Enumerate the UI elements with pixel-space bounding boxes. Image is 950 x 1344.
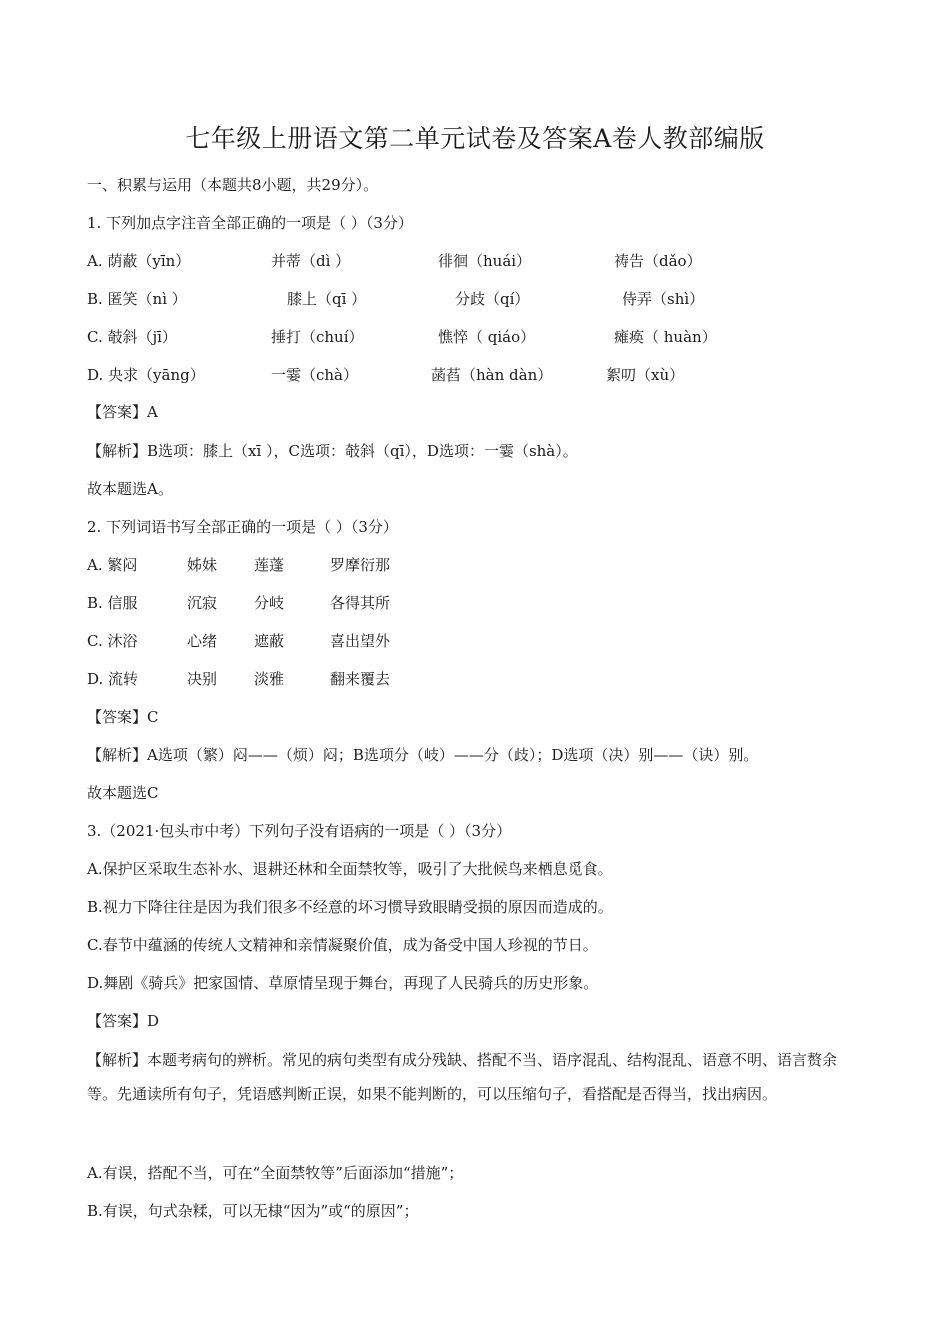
q1-option: 絮叨（xù）: [606, 366, 685, 384]
q2-stem: 2. 下列词语书写全部正确的一项是（ ）（3分）: [87, 518, 398, 536]
q3-answer: 【答案】D: [87, 1012, 160, 1030]
q3-option: B.视力下降往往是因为我们很多不经意的坏习惯导致眼睛受损的原因而造成的。: [87, 898, 613, 916]
q2-analysis: 【解析】A选项（繁）闷——（烦）闷；B选项分（岐）——分（歧）；D选项（决）别——（诀）别。: [87, 746, 759, 764]
section-heading: 一、积累与运用（本题共8小题，共29分）。: [87, 176, 379, 194]
q1-option: 一霎（chà）: [271, 366, 359, 384]
q2-option: 各得其所: [330, 594, 391, 612]
q3-option: C.春节中蕴涵的传统人文精神和亲情凝聚价值，成为备受中国人珍视的节日。: [87, 936, 598, 954]
q2-option: 莲蓬: [254, 556, 285, 574]
q1-option: 分歧（qí）: [455, 290, 530, 308]
q1-option: 膝上（qī ）: [287, 290, 367, 308]
q3-option: A.保护区采取生态补水、退耕还林和全面禁牧等，吸引了大批候鸟来栖息觅食。: [87, 860, 613, 878]
q2-option: 喜出望外: [330, 632, 391, 650]
q1-stem: 1. 下列加点字注音全部正确的一项是（ ）（3分）: [87, 214, 413, 232]
q2-option: 心绪: [187, 632, 218, 650]
q2-answer: 【答案】C: [87, 708, 159, 726]
q2-option: 遮蔽: [254, 632, 285, 650]
q1-conclusion: 故本题选A。: [87, 480, 173, 498]
q2-option: B. 信服: [87, 594, 138, 612]
q3-option: D.舞剧《骑兵》把家国情、草原情呈现于舞台，再现了人民骑兵的历史形象。: [87, 974, 599, 992]
q3-analysis: 【解析】本题考病句的辨析。常见的病句类型有成分残缺、搭配不当、语序混乱、结构混乱、语意不明、语言赘余等。先通读所有句子，凭语感判断正误，如果不能判断的，可以压缩句子，看搭配是否得当，找出病因。: [87, 1051, 838, 1103]
q2-option: 淡雅: [254, 670, 285, 688]
q3-note: A.有误，搭配不当，可在“全面禁牧等”后面添加“措施”；: [87, 1164, 464, 1182]
page-title: 七年级上册语文第二单元试卷及答案A卷人教部编版: [185, 124, 765, 153]
q1-analysis: 【解析】B选项：膝上（xī ），C选项：攲斜（qī），D选项：一霎（shà）。: [87, 442, 578, 460]
q2-option: 姊妹: [187, 556, 218, 574]
q2-conclusion: 故本题选C: [87, 784, 159, 802]
q1-option: B. 匿笑（nì ）: [87, 290, 187, 308]
q2-option: A. 繁闷: [87, 556, 138, 574]
q2-option: 罗摩衍那: [330, 556, 391, 574]
q1-option: 并蒂（dì ）: [271, 252, 351, 270]
q1-option: D. 央求（yāng）: [87, 366, 205, 384]
q1-option: 捶打（chuí）: [271, 328, 364, 346]
q2-option: 决别: [187, 670, 218, 688]
q1-answer: 【答案】A: [87, 403, 158, 421]
q1-option: 憔悴（ qiáo）: [438, 328, 536, 346]
q1-option: A. 荫蔽（yīn）: [87, 252, 191, 270]
q2-option: 沉寂: [187, 594, 218, 612]
q2-option: C. 沐浴: [87, 632, 138, 650]
q2-option: 分岐: [254, 594, 285, 612]
q1-option: C. 攲斜（jī）: [87, 328, 177, 346]
q3-stem: 3.（2021·包头市中考）下列句子没有语病的一项是（ ）（3分）: [87, 822, 512, 840]
q1-option: 菡萏（hàn dàn）: [431, 366, 553, 384]
q1-option: 祷告（dǎo）: [614, 252, 702, 270]
q1-option: 徘徊（huái）: [438, 252, 532, 270]
q1-option: 侍弄（shì）: [622, 290, 705, 308]
q2-option: 翻来覆去: [330, 670, 391, 688]
q2-option: D. 流转: [87, 670, 139, 688]
q1-option: 瘫痪（ huàn）: [614, 328, 717, 346]
q3-note: B.有误，句式杂糅，可以无棣“因为”或“的原因”；: [87, 1202, 419, 1220]
